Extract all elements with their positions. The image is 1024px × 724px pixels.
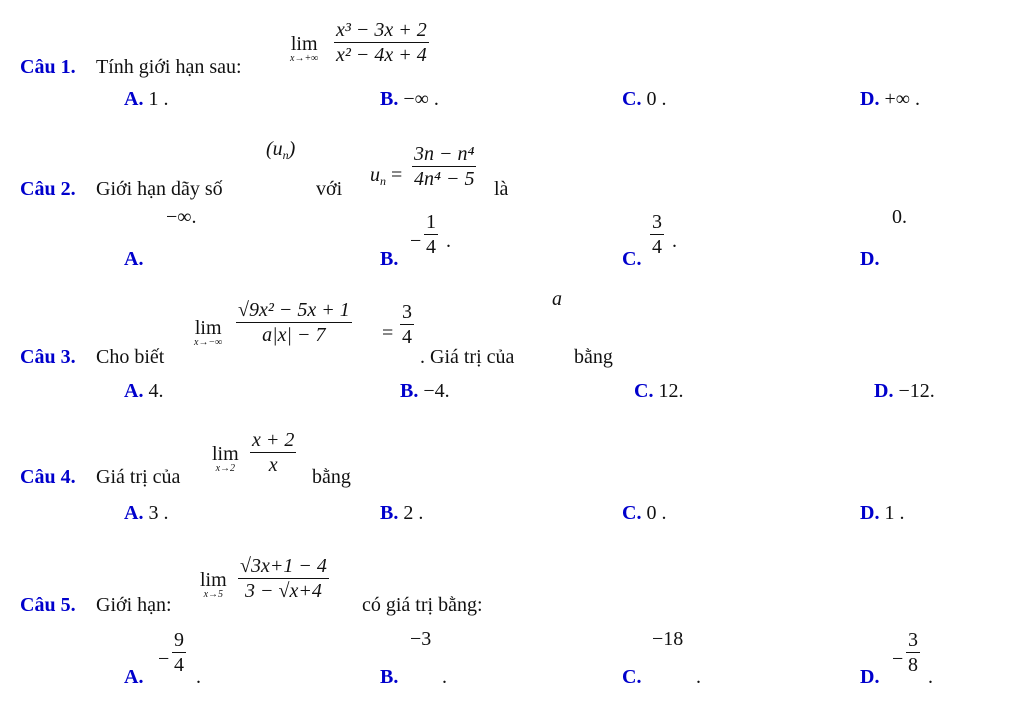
question-3-option-b[interactable]: B. −4. (400, 380, 450, 402)
question-4-option-a[interactable]: A. 3 . (124, 502, 169, 524)
limit-operator: lim x→5 (200, 569, 227, 600)
question-4-label: Câu 4. (20, 466, 76, 488)
sequence-symbol: (un) (266, 138, 296, 162)
question-3-option-a[interactable]: A. 4. (124, 380, 164, 402)
question-2-text: Giới hạn dãy số (96, 178, 223, 200)
limit-fraction: $\frac{\text{√9x² − 5x + 1}}{a|x| - 7}$ (238, 299, 350, 346)
question-5-option-b[interactable]: B. −3 . (380, 628, 447, 688)
question-4-option-b[interactable]: B. 2 . (380, 502, 424, 524)
question-3-option-d[interactable]: D. −12. (874, 380, 935, 402)
variable-a: a (552, 288, 562, 310)
question-3-text: Cho biết (96, 346, 165, 368)
question-3: Câu 3. Cho biết lim x→−∞ $\frac{\text{√9x² − 5x + 1}}{a|x| - 7}$ = $\frac{3}{4}$ . Giá trị của a bằng (20, 288, 613, 368)
question-4-option-c[interactable]: C. 0 . (622, 502, 667, 524)
question-1-option-c[interactable]: C. 0 . (622, 88, 667, 110)
question-3-tail: . Giá trị của (420, 346, 515, 368)
question-1-option-b[interactable]: B. −∞ . (380, 88, 439, 110)
question-2-option-b[interactable]: B. − $\frac{1}{4}$ . (380, 211, 451, 270)
question-2-option-a[interactable]: −∞. A. (124, 206, 197, 270)
question-3-tail2: bằng (574, 346, 613, 368)
question-2-tail: là (494, 178, 509, 200)
limit-fraction: $\frac{x + 2}{x}$ (252, 429, 295, 476)
question-4-option-d[interactable]: D. 1 . (860, 502, 905, 524)
question-4-tail: bằng (312, 466, 351, 488)
question-5-option-c[interactable]: C. −18 . (622, 628, 701, 688)
question-5-label: Câu 5. (20, 594, 76, 616)
question-5 (20, 552, 620, 624)
question-5-tail: có giá trị bằng: (362, 594, 483, 616)
question-2 (20, 138, 620, 208)
question-2-option-c[interactable]: C. $\frac{3}{4}$ . (622, 211, 677, 270)
question-3-label: Câu 3. (20, 346, 76, 368)
question-1-option-d[interactable]: D. +∞ . (860, 88, 920, 110)
limit-fraction: $\frac{\text{x³ − 3x + 2}}{\text{x² − 4x + 4}}$ (336, 19, 427, 66)
question-2-label: Câu 2. (20, 178, 76, 200)
limit-operator: lim x→+∞ (290, 33, 319, 64)
question-1-text: Tính giới hạn sau: (96, 56, 242, 78)
question-4-text: Giá trị của (96, 466, 181, 488)
sequence-fraction: $\frac{\text{3n − n⁴}}{\text{4n⁴ − 5}}$ (414, 143, 475, 190)
limit-fraction: $\frac{√3x+1 - 4}{3 - √x+4}$ (240, 555, 327, 602)
question-1 (20, 18, 620, 88)
question-2-option-d[interactable]: 0. D. (860, 206, 907, 270)
rhs-fraction: $\frac{3}{4}$ (402, 301, 412, 348)
question-1-label: Câu 1. (20, 56, 76, 78)
limit-operator: lim x→−∞ (194, 317, 223, 348)
question-5-text: Giới hạn: (96, 594, 172, 616)
question-1-option-a[interactable]: A. 1 . (124, 88, 169, 110)
sequence-term: un = (370, 164, 403, 188)
question-5-option-a[interactable]: A. − $\frac{9}{4}$ . (124, 629, 201, 688)
limit-operator: lim x→2 (212, 443, 239, 474)
question-3-option-c[interactable]: C. 12. (634, 380, 684, 402)
question-5-option-d[interactable]: D. − $\frac{3}{8}$ . (860, 629, 933, 688)
question-2-with: với (316, 178, 343, 200)
question-4 (20, 428, 620, 498)
